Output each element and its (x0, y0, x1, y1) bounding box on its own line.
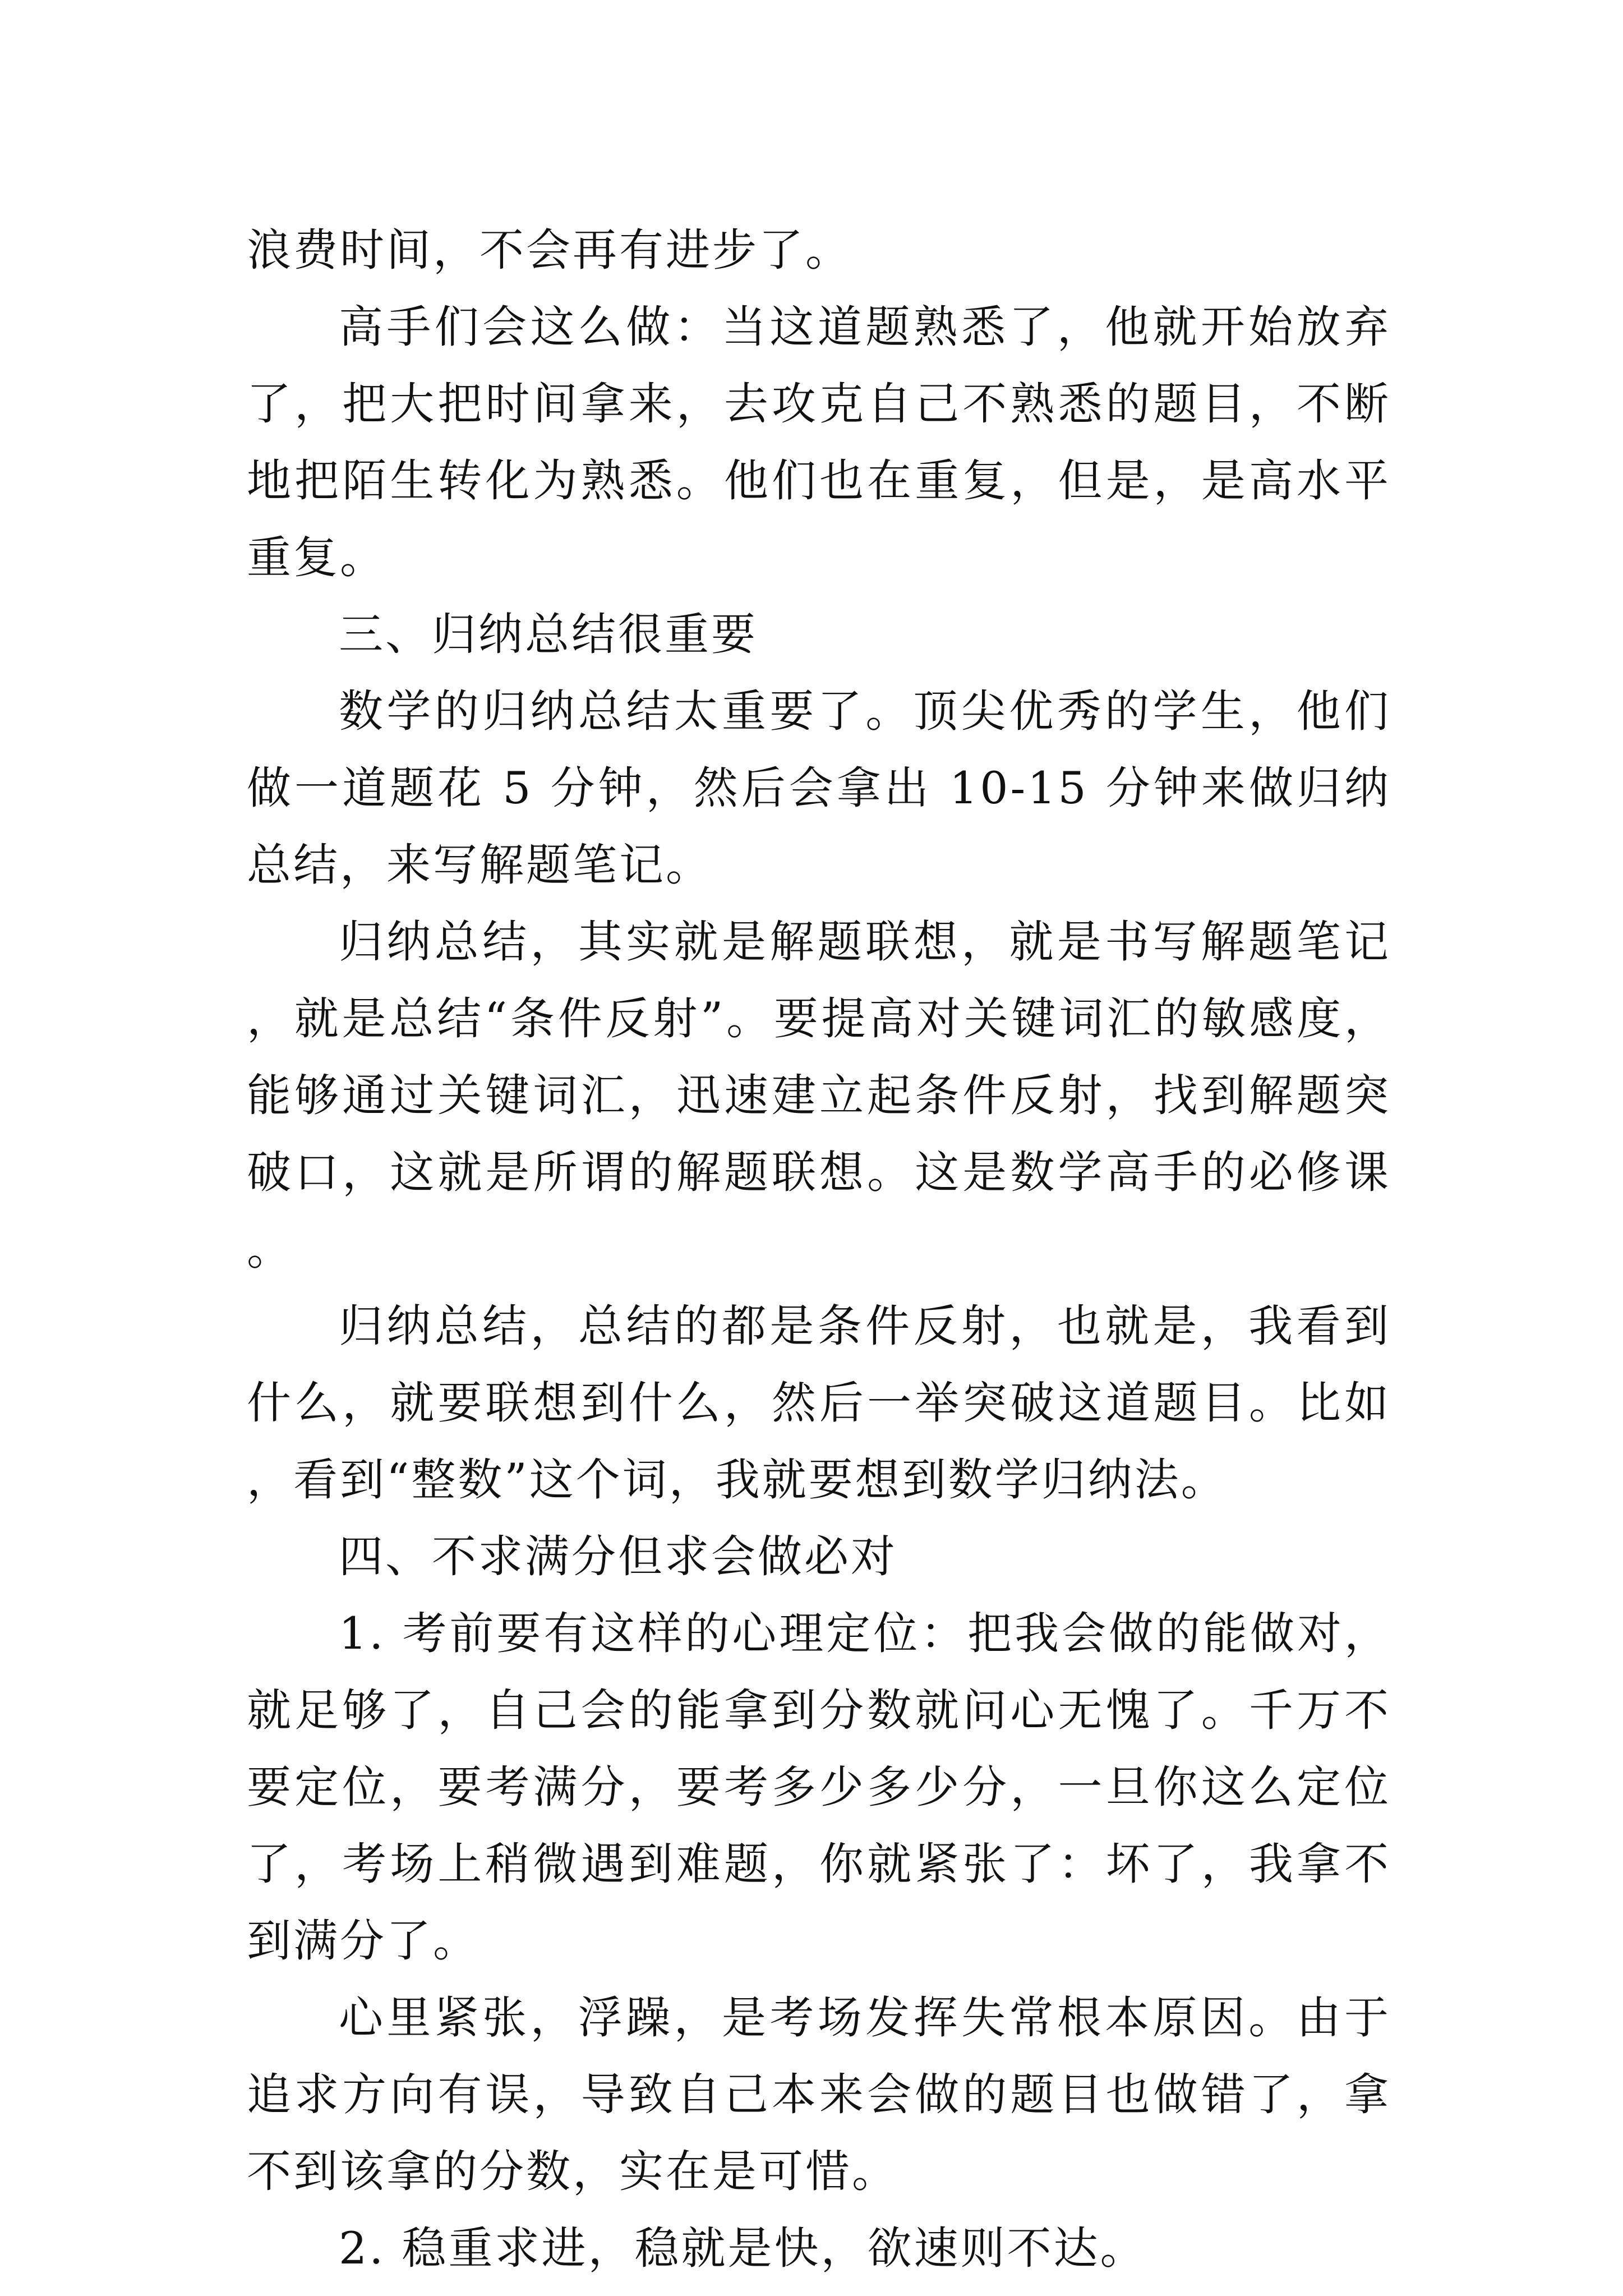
paragraph-2: 高手们会这么做：当这道题熟悉了，他就开始放弃了，把大把时间拿来，去攻克自己不熟悉的题目，不断地把陌生转化为熟悉。他们也在重复，但是，是高水平重复。 (247, 301, 1391, 583)
paragraph-6: 归纳总结，总结的都是条件反射，也就是，我看到什么，就要联想到什么，然后一举突破这道题目。比如，看到“整数”这个词，我就要想到数学归纳法。 (247, 1300, 1391, 1506)
paragraph-8: 1. 考前要有这样的心理定位：把我会做的能做对，就足够了，自己会的能拿到分数就问心无愧了。千万不要定位，要考满分，要考多少多少分，一旦你这么定位了，考场上稍微遇到难题，你就紧张了：坏了，我拿不到满分了。 (247, 1608, 1391, 1967)
document-body (247, 212, 1391, 2287)
section-heading-3: 三、归纳总结很重要 (339, 609, 758, 660)
section-heading-4: 四、不求满分但求会做必对 (339, 1531, 897, 1582)
paragraph-1: 浪费时间，不会再有进步了。 (247, 224, 852, 276)
paragraph-5: 归纳总结，其实就是解题联想，就是书写解题笔记，就是总结“条件反射”。要提高对关键词汇的敏感度，能够通过关键词汇，迅速建立起条件反射，找到解题突破口，这就是所谓的解题联想。这是数学高手的必修课。 (247, 916, 1391, 1275)
paragraph-10: 2. 稳重求进，稳就是快，欲速则不达。 (339, 2223, 1147, 2274)
paragraph-9: 心里紧张，浮躁，是考场发挥失常根本原因。由于追求方向有误，导致自己本来会做的题目也做错了，拿不到该拿的分数，实在是可惜。 (247, 1992, 1391, 2197)
paragraph-4: 数学的归纳总结太重要了。顶尖优秀的学生，他们做一道题花 5 分钟，然后会拿出 10-15 分钟来做归纳总结，来写解题笔记。 (247, 685, 1391, 891)
